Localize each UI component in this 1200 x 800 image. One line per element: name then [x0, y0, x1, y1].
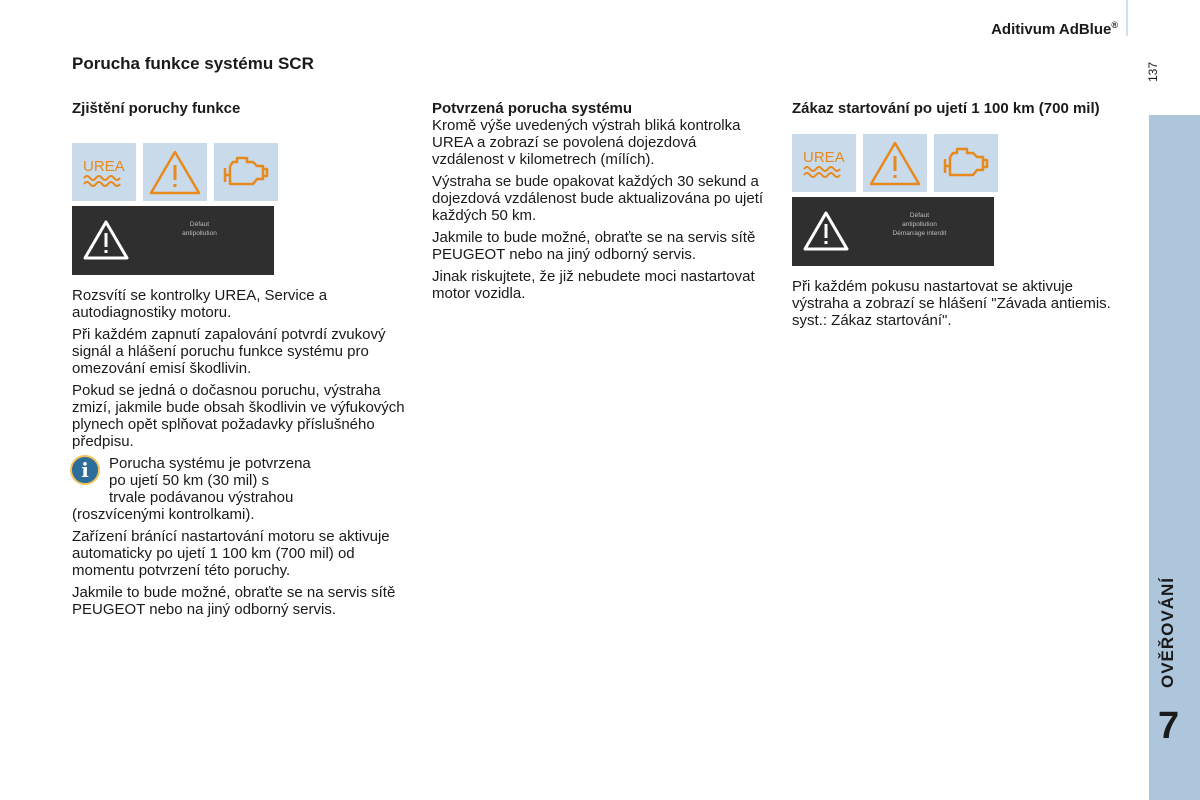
- engine-icon: [214, 143, 278, 201]
- warning-triangle-icon: [143, 143, 207, 201]
- paragraph: Výstraha se bude opakovat každých 30 sekund a dojezdová vzdálenost bude aktualizována po ujetí každých 50 km.: [432, 173, 764, 224]
- urea-icon: [72, 143, 136, 201]
- warning-lamps: [792, 134, 1132, 192]
- engine-icon: [934, 134, 998, 192]
- display-warning-icon: [82, 218, 130, 262]
- column-start-prevention: [792, 100, 1132, 334]
- paragraph: Rozsvítí se kontrolky UREA, Service a autodiagnostiky motoru.: [72, 287, 328, 321]
- paragraph: Jinak riskujtete, že již nebudete moci nastartovat motor vozidla.: [432, 268, 755, 302]
- display-warning-icon: [802, 209, 850, 253]
- multifunction-display: [792, 197, 994, 266]
- column-detection: [72, 100, 412, 623]
- chapter-number: 7: [1158, 705, 1180, 747]
- paragraph: Zařízení bránící nastartování motoru se aktivuje automaticky po ujetí 1 100 km (700 mil) od momentu potvrzení této poruchy.: [72, 528, 390, 579]
- chapter-label: OVĚŘOVÁNÍ: [1158, 576, 1177, 688]
- header-title: Aditivum AdBlue®: [991, 20, 1118, 38]
- urea-icon-label: UREA: [83, 158, 125, 175]
- info-note: i Porucha systému je potvrzena po ujetí 50 km (30 mil) s trvale podávanou výstrahou (roszvícenými kontrolkami).: [72, 455, 311, 523]
- column-heading: Zjištění poruchy funkce: [72, 100, 241, 117]
- paragraph: Jakmile to bude možné, obraťte se na servis sítě PEUGEOT nebo na jiný odborný servis.: [72, 584, 396, 618]
- display-message: Défaut antipollution Démarrage interdit: [892, 212, 947, 237]
- paragraph: Při každém pokusu nastartovat se aktivuje výstraha a zobrazí se hlášení "Závada antiemis. syst.: Zákaz startování".: [792, 278, 1111, 329]
- paragraph: Při každém zapnutí zapalování potvrdí zvukový signál a hlášení poruchu funkce systému pro omezování emisí škodlivin.: [72, 326, 386, 377]
- paragraph: Jakmile to bude možné, obraťte se na servis sítě PEUGEOT nebo na jiný odborný servis.: [432, 229, 756, 263]
- paragraph: Kromě výše uvedených výstrah bliká kontrolka UREA a zobrazí se povolená dojezdová vzdálenost v kilometrech (mílích).: [432, 117, 741, 168]
- urea-icon: [792, 134, 856, 192]
- info-icon: i: [70, 455, 100, 485]
- column-heading: Potvrzená porucha systému: [432, 100, 633, 117]
- chapter-side-tab: [1149, 115, 1200, 800]
- column-confirmed-fault: [432, 100, 772, 307]
- page-number: 137: [1146, 61, 1160, 82]
- multifunction-display: [72, 206, 274, 275]
- warning-lamps: [72, 143, 412, 201]
- header-divider: [1126, 0, 1128, 36]
- urea-icon-label: UREA: [803, 149, 845, 166]
- column-heading: Zákaz startování po ujetí 1 100 km (700 mil): [792, 100, 1100, 117]
- display-message: Défaut antipollution: [182, 221, 217, 237]
- paragraph: Pokud se jedná o dočasnou poruchu, výstraha zmizí, jakmile bude obsah škodlivin ve výfukových plynech opět splňovat požadavky příslušného předpisu.: [72, 382, 405, 450]
- warning-triangle-icon: [863, 134, 927, 192]
- section-title: Porucha funkce systému SCR: [72, 54, 314, 73]
